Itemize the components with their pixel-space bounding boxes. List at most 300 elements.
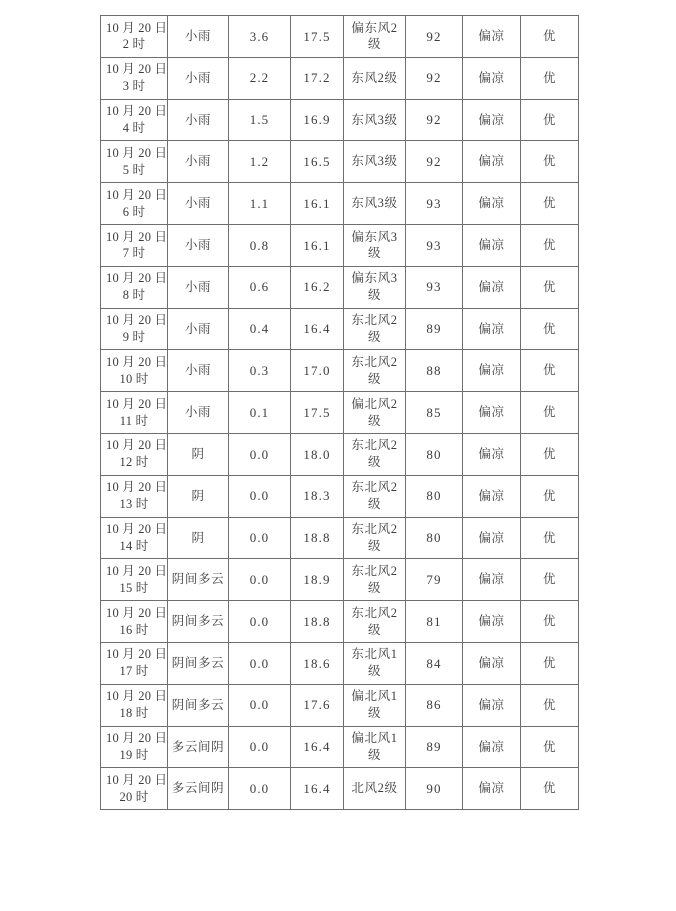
cell-air-quality (521, 601, 579, 643)
cell-weather-condition-text: 阴间多云 (171, 572, 225, 587)
cell-air-quality (521, 768, 579, 810)
hour-text: 16 时 (119, 622, 149, 637)
cell-comfort-level (463, 475, 521, 517)
cell-humidity-text: 92 (426, 112, 442, 128)
cell-wind-text: 东北风2级 (351, 354, 398, 386)
cell-wind (344, 266, 406, 308)
cell-humidity-text: 90 (426, 780, 442, 796)
date-text: 10 月 20 日 (106, 396, 168, 411)
cell-weather-condition (168, 183, 229, 225)
date-text: 10 月 20 日 (106, 647, 168, 662)
cell-comfort-level (463, 684, 521, 726)
hour-text: 11 时 (119, 413, 149, 428)
cell-humidity-text: 92 (426, 28, 442, 44)
cell-precipitation (229, 183, 291, 225)
cell-comfort-level (463, 559, 521, 601)
cell-weather-condition-text: 阴 (191, 488, 205, 503)
cell-weather-condition-text: 多云间阴 (171, 739, 225, 754)
cell-air-quality-text: 优 (542, 321, 557, 336)
cell-comfort-level (463, 141, 521, 183)
cell-date-time (101, 433, 168, 475)
cell-air-quality (521, 642, 579, 684)
cell-wind-text: 偏北风1级 (351, 731, 398, 762)
cell-precipitation-text: 3.6 (249, 28, 270, 44)
cell-comfort-level-text: 偏凉 (478, 530, 505, 545)
cell-comfort-level-text: 偏凉 (478, 112, 505, 127)
cell-precipitation (229, 99, 291, 141)
cell-humidity (406, 475, 463, 517)
cell-air-quality (521, 57, 579, 99)
cell-date-time (101, 308, 168, 350)
cell-humidity (406, 266, 463, 308)
cell-humidity (406, 16, 463, 58)
cell-air-quality (521, 350, 579, 392)
cell-comfort-level (463, 768, 521, 810)
cell-weather-condition-text: 小雨 (184, 363, 212, 378)
cell-comfort-level (463, 16, 521, 58)
cell-wind-text: 东北风2级 (351, 522, 398, 553)
cell-wind (344, 642, 406, 684)
table-row (101, 16, 579, 58)
cell-comfort-level (463, 224, 521, 266)
cell-comfort-level (463, 308, 521, 350)
cell-weather-condition (168, 517, 229, 559)
cell-humidity (406, 559, 463, 601)
date-text: 10 月 20 日 (106, 271, 168, 286)
cell-weather-condition (168, 475, 229, 517)
cell-precipitation (229, 141, 291, 183)
cell-humidity-text: 89 (426, 321, 442, 337)
cell-air-quality (521, 559, 579, 601)
cell-weather-condition (168, 141, 229, 183)
table-row (101, 684, 579, 726)
cell-date-time (101, 141, 168, 183)
hour-text: 10 时 (119, 371, 149, 386)
cell-weather-condition (168, 559, 229, 601)
date-text: 10 月 20 日 (106, 104, 168, 119)
cell-temperature (291, 768, 344, 810)
hour-text: 17 时 (119, 664, 149, 679)
cell-temperature (291, 266, 344, 308)
cell-precipitation (229, 517, 291, 559)
cell-precipitation (229, 475, 291, 517)
table-row (101, 141, 579, 183)
cell-weather-condition-text: 小雨 (184, 196, 212, 211)
cell-wind-text: 东风3级 (351, 112, 398, 127)
cell-temperature-text: 17.5 (303, 404, 331, 420)
cell-humidity-text: 81 (426, 613, 442, 629)
table-row (101, 642, 579, 684)
cell-humidity-text: 88 (426, 363, 442, 378)
cell-precipitation (229, 266, 291, 308)
cell-precipitation (229, 57, 291, 99)
cell-comfort-level (463, 266, 521, 308)
date-text: 10 月 20 日 (106, 772, 168, 787)
cell-precipitation (229, 392, 291, 434)
cell-wind (344, 433, 406, 475)
cell-date-time (101, 684, 168, 726)
cell-temperature-text: 18.8 (303, 613, 331, 629)
cell-comfort-level-text: 偏凉 (478, 655, 505, 670)
cell-wind-text: 东北风2级 (351, 563, 398, 595)
cell-comfort-level (463, 57, 521, 99)
cell-humidity (406, 224, 463, 266)
cell-temperature (291, 433, 344, 475)
cell-humidity-text: 85 (426, 404, 442, 420)
table-row (101, 350, 579, 392)
cell-comfort-level-text: 偏凉 (478, 739, 505, 754)
cell-comfort-level-text: 偏凉 (478, 697, 505, 712)
cell-precipitation (229, 726, 291, 768)
cell-humidity-text: 92 (426, 70, 442, 86)
cell-wind (344, 559, 406, 601)
cell-date-time (101, 99, 168, 141)
cell-comfort-level (463, 726, 521, 768)
cell-air-quality-text: 优 (542, 781, 557, 796)
cell-precipitation (229, 16, 291, 58)
cell-air-quality (521, 183, 579, 225)
cell-humidity-text: 80 (426, 446, 442, 462)
cell-precipitation-text: 0.3 (249, 363, 270, 378)
cell-air-quality-text: 优 (542, 154, 557, 169)
cell-weather-condition-text: 小雨 (184, 154, 212, 169)
cell-temperature-text: 17.5 (303, 28, 331, 44)
cell-temperature-text: 17.0 (303, 363, 331, 378)
cell-humidity (406, 601, 463, 643)
cell-weather-condition (168, 726, 229, 768)
hourly-weather-forecast-table (100, 15, 579, 810)
cell-temperature (291, 684, 344, 726)
cell-date-time (101, 350, 168, 392)
cell-temperature-text: 16.4 (303, 739, 331, 755)
cell-comfort-level (463, 99, 521, 141)
cell-air-quality-text: 优 (542, 28, 557, 43)
cell-date-time (101, 768, 168, 810)
date-text: 10 月 20 日 (106, 438, 168, 453)
cell-weather-condition-text: 阴 (191, 530, 205, 545)
cell-comfort-level (463, 350, 521, 392)
cell-temperature-text: 16.9 (303, 112, 331, 128)
cell-date-time (101, 183, 168, 225)
cell-wind-text: 偏东风3级 (351, 271, 398, 303)
cell-comfort-level (463, 517, 521, 559)
cell-wind-text: 东北风2级 (351, 438, 398, 470)
cell-air-quality (521, 266, 579, 308)
date-text: 10 月 20 日 (106, 145, 168, 160)
table-row (101, 475, 579, 517)
cell-air-quality-text: 优 (542, 196, 557, 211)
cell-air-quality-text: 优 (542, 112, 557, 127)
cell-humidity (406, 642, 463, 684)
date-text: 10 月 20 日 (106, 62, 168, 77)
cell-temperature-text: 16.4 (303, 780, 331, 796)
cell-weather-condition (168, 433, 229, 475)
date-text: 10 月 20 日 (106, 187, 168, 202)
cell-date-time (101, 475, 168, 517)
hour-text: 8 时 (122, 288, 146, 303)
cell-air-quality (521, 684, 579, 726)
table-row (101, 559, 579, 601)
cell-temperature-text: 16.2 (303, 279, 331, 295)
cell-comfort-level-text: 偏凉 (478, 237, 505, 252)
cell-wind (344, 601, 406, 643)
hour-text: 9 时 (122, 329, 146, 344)
hour-text: 4 时 (122, 120, 146, 135)
cell-temperature (291, 475, 344, 517)
cell-precipitation-text: 0.0 (249, 571, 270, 587)
cell-date-time (101, 642, 168, 684)
cell-wind (344, 141, 406, 183)
cell-temperature-text: 18.8 (303, 530, 331, 546)
cell-weather-condition (168, 642, 229, 684)
cell-comfort-level-text: 偏凉 (478, 488, 505, 503)
cell-date-time (101, 266, 168, 308)
cell-comfort-level-text: 偏凉 (478, 70, 505, 85)
cell-wind-text: 东北风1级 (351, 647, 398, 679)
cell-wind-text: 东北风2级 (351, 480, 398, 512)
cell-humidity-text: 93 (426, 237, 442, 253)
hour-text: 13 时 (119, 497, 149, 512)
cell-precipitation-text: 0.8 (249, 237, 270, 253)
cell-precipitation-text: 0.0 (249, 446, 270, 462)
cell-weather-condition (168, 308, 229, 350)
cell-temperature (291, 183, 344, 225)
cell-comfort-level (463, 642, 521, 684)
cell-date-time (101, 726, 168, 768)
cell-wind (344, 308, 406, 350)
cell-temperature (291, 601, 344, 643)
cell-precipitation (229, 768, 291, 810)
cell-temperature-text: 16.5 (303, 154, 331, 170)
cell-wind-text: 东风3级 (351, 196, 398, 211)
cell-air-quality-text: 优 (542, 614, 557, 629)
cell-weather-condition (168, 16, 229, 58)
cell-air-quality (521, 433, 579, 475)
cell-wind-text: 偏东风2级 (351, 20, 398, 52)
cell-wind-text: 东北风2级 (351, 313, 398, 344)
cell-wind (344, 16, 406, 58)
cell-precipitation-text: 0.0 (249, 613, 270, 629)
hour-text: 7 时 (122, 246, 146, 261)
cell-humidity (406, 57, 463, 99)
hour-text: 6 时 (122, 204, 146, 219)
cell-temperature-text: 16.1 (303, 237, 331, 253)
cell-weather-condition-text: 小雨 (184, 28, 212, 43)
cell-precipitation (229, 433, 291, 475)
hour-text: 5 时 (122, 162, 146, 177)
cell-temperature-text: 17.2 (303, 70, 331, 86)
table-row (101, 392, 579, 434)
table-row (101, 517, 579, 559)
cell-wind (344, 726, 406, 768)
cell-air-quality (521, 726, 579, 768)
cell-humidity (406, 99, 463, 141)
cell-weather-condition (168, 99, 229, 141)
date-text: 10 月 20 日 (106, 522, 168, 537)
date-text: 10 月 20 日 (106, 229, 168, 244)
hour-text: 12 时 (119, 455, 149, 470)
cell-air-quality-text: 优 (542, 739, 557, 754)
cell-weather-condition-text: 小雨 (184, 279, 212, 294)
cell-humidity-text: 89 (426, 739, 442, 755)
cell-weather-condition (168, 601, 229, 643)
table-row (101, 266, 579, 308)
cell-date-time (101, 16, 168, 58)
cell-weather-condition-text: 小雨 (184, 237, 212, 252)
cell-air-quality-text: 优 (542, 572, 557, 587)
cell-temperature (291, 308, 344, 350)
cell-air-quality (521, 16, 579, 58)
cell-precipitation (229, 684, 291, 726)
cell-humidity-text: 80 (426, 530, 442, 546)
cell-humidity (406, 517, 463, 559)
cell-comfort-level-text: 偏凉 (478, 28, 505, 43)
cell-temperature (291, 517, 344, 559)
table-row (101, 433, 579, 475)
cell-temperature (291, 16, 344, 58)
cell-wind-text: 偏东风3级 (351, 229, 398, 261)
cell-weather-condition (168, 224, 229, 266)
cell-comfort-level-text: 偏凉 (478, 196, 505, 211)
cell-comfort-level (463, 392, 521, 434)
cell-air-quality-text: 优 (542, 237, 557, 252)
cell-temperature-text: 18.3 (303, 488, 331, 504)
cell-precipitation-text: 0.0 (249, 780, 270, 796)
cell-humidity (406, 433, 463, 475)
cell-humidity (406, 684, 463, 726)
cell-precipitation (229, 308, 291, 350)
cell-comfort-level-text: 偏凉 (478, 405, 505, 420)
cell-date-time (101, 559, 168, 601)
hour-text: 3 时 (122, 79, 146, 94)
cell-temperature (291, 57, 344, 99)
table-row (101, 183, 579, 225)
cell-air-quality-text: 优 (542, 697, 557, 712)
table-body (101, 16, 579, 810)
cell-wind (344, 475, 406, 517)
cell-precipitation-text: 0.0 (249, 739, 270, 755)
cell-wind (344, 684, 406, 726)
cell-humidity (406, 726, 463, 768)
cell-air-quality (521, 99, 579, 141)
cell-comfort-level (463, 601, 521, 643)
date-text: 10 月 20 日 (106, 605, 168, 620)
cell-comfort-level-text: 偏凉 (478, 154, 505, 169)
cell-wind (344, 517, 406, 559)
table-row (101, 224, 579, 266)
cell-precipitation-text: 1.2 (249, 154, 270, 170)
cell-date-time (101, 57, 168, 99)
cell-temperature (291, 99, 344, 141)
cell-weather-condition (168, 392, 229, 434)
cell-weather-condition-text: 阴间多云 (171, 614, 225, 629)
cell-comfort-level-text: 偏凉 (478, 781, 505, 796)
cell-wind-text: 偏北风2级 (351, 396, 398, 428)
cell-temperature (291, 642, 344, 684)
cell-air-quality (521, 475, 579, 517)
cell-air-quality-text: 优 (542, 405, 557, 420)
cell-wind-text: 东风3级 (351, 154, 398, 169)
cell-wind (344, 350, 406, 392)
cell-wind-text: 东北风2级 (351, 605, 398, 637)
cell-temperature (291, 141, 344, 183)
hour-text: 14 时 (119, 538, 149, 553)
date-text: 10 月 20 日 (106, 731, 168, 746)
cell-wind (344, 183, 406, 225)
cell-weather-condition-text: 多云间阴 (171, 781, 225, 796)
cell-wind (344, 57, 406, 99)
date-text: 10 月 20 日 (106, 480, 168, 495)
date-text: 10 月 20 日 (106, 563, 168, 578)
cell-air-quality-text: 优 (542, 70, 557, 85)
cell-temperature (291, 726, 344, 768)
cell-air-quality-text: 优 (542, 363, 557, 378)
cell-air-quality-text: 优 (542, 488, 557, 503)
cell-comfort-level-text: 偏凉 (478, 614, 505, 629)
cell-wind-text: 东风2级 (351, 70, 398, 85)
cell-precipitation-text: 0.0 (249, 655, 270, 671)
date-text: 10 月 20 日 (106, 689, 168, 704)
cell-precipitation-text: 1.5 (249, 112, 270, 128)
cell-humidity-text: 92 (426, 154, 442, 170)
cell-weather-condition-text: 小雨 (184, 405, 212, 420)
cell-air-quality-text: 优 (542, 530, 557, 545)
table-row (101, 768, 579, 810)
cell-weather-condition-text: 小雨 (184, 321, 212, 336)
cell-date-time (101, 224, 168, 266)
cell-date-time (101, 601, 168, 643)
cell-wind (344, 99, 406, 141)
cell-temperature-text: 18.9 (303, 571, 331, 587)
cell-comfort-level (463, 433, 521, 475)
cell-weather-condition (168, 768, 229, 810)
cell-wind-text: 北风2级 (351, 781, 398, 796)
cell-temperature (291, 350, 344, 392)
cell-wind (344, 392, 406, 434)
cell-weather-condition (168, 57, 229, 99)
cell-temperature-text: 16.1 (303, 195, 331, 211)
cell-precipitation-text: 1.1 (249, 195, 270, 211)
cell-weather-condition-text: 小雨 (184, 70, 212, 85)
cell-precipitation (229, 642, 291, 684)
cell-precipitation (229, 559, 291, 601)
hour-text: 20 时 (119, 789, 149, 804)
cell-temperature (291, 559, 344, 601)
cell-humidity-text: 86 (426, 697, 442, 713)
cell-weather-condition-text: 阴间多云 (171, 697, 225, 712)
cell-weather-condition (168, 350, 229, 392)
hour-text: 15 时 (119, 580, 149, 595)
cell-temperature (291, 392, 344, 434)
cell-precipitation-text: 0.1 (249, 404, 270, 420)
cell-precipitation-text: 2.2 (249, 70, 270, 86)
cell-precipitation-text: 0.0 (249, 488, 270, 504)
cell-comfort-level-text: 偏凉 (478, 279, 505, 294)
table-row (101, 99, 579, 141)
cell-humidity-text: 84 (426, 655, 442, 671)
cell-wind-text: 偏北风1级 (351, 689, 398, 721)
cell-temperature-text: 17.6 (303, 697, 331, 713)
cell-weather-condition (168, 266, 229, 308)
cell-temperature-text: 18.6 (303, 655, 331, 671)
cell-humidity-text: 93 (426, 279, 442, 295)
cell-air-quality (521, 517, 579, 559)
hour-text: 2 时 (122, 37, 146, 52)
cell-air-quality (521, 308, 579, 350)
date-text: 10 月 20 日 (106, 20, 168, 35)
cell-weather-condition-text: 小雨 (184, 112, 212, 127)
cell-precipitation-text: 0.0 (249, 530, 270, 546)
